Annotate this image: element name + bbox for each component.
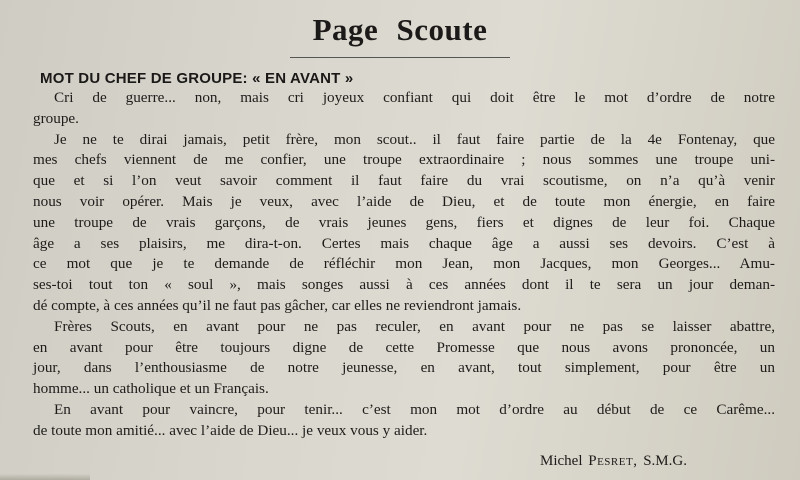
text-line: dé compte, à ces années qu’il ne faut pas gâcher, car elles ne reviendront jamais.: [33, 296, 522, 314]
text-line: de toute mon amitié... avec l’aide de Dieu... je veux vous y aider.: [33, 421, 428, 439]
title-underline: [290, 57, 510, 58]
text-line: ses-toi tout ton « soul », mais songes aussi à ces années dont il te sera un jour deman-: [33, 276, 775, 294]
article-heading: MOT DU CHEF DE GROUPE: « EN AVANT »: [40, 70, 354, 87]
text-line: que et si l’on veut savoir comment il faut faire du vrai scoutisme, on n’a qu’à venir: [33, 172, 775, 190]
text-line: Frères Scouts, en avant pour ne pas reculer, en avant pour ne pas se laisser abattre,: [54, 317, 775, 335]
text-line: En avant pour vaincre, pour tenir... c’est mon mot d’ordre au début de ce Carême...: [54, 400, 775, 418]
signature-suffix: S.M.G.: [643, 453, 687, 469]
text-line: jour, dans l’enthousiasme de notre jeunesse, en avant, tout simplement, pour être un: [33, 359, 775, 377]
article-body: [33, 88, 775, 442]
text-line: homme... un catholique et un Français.: [33, 380, 269, 398]
signature: [540, 453, 687, 470]
text-line: âge a ses plaisirs, me dira-t-on. Certes mais chaque âge a aussi ses devoirs. C’est à: [33, 234, 775, 252]
signature-first-name: Michel: [540, 453, 583, 469]
text-line: en avant pour être toujours digne de cette Promesse que nous avons prononcée, un: [33, 338, 775, 356]
signature-last-name: Pesret,: [588, 453, 638, 469]
page-title: Page Scoute: [312, 12, 488, 47]
text-line: une troupe de vrais garçons, de vrais jeunes gens, fiers et dignes de leur foi. Chaque: [33, 213, 775, 231]
text-line: nous voir opérer. Mais je veux, avec l’aide de Dieu, et de toute mon énergie, en faire: [33, 192, 775, 210]
cropped-text-fragment: [0, 474, 90, 480]
text-line: ce mot que je te demande de réfléchir mon Jean, mon Jacques, mon Georges... Amu-: [33, 255, 775, 273]
text-line: groupe.: [33, 109, 79, 127]
text-line: Je ne te dirai jamais, petit frère, mon scout.. il faut faire partie de la 4e Fontenay, que: [54, 130, 775, 148]
text-line: Cri de guerre... non, mais cri joyeux confiant qui doit être le mot d’ordre de notre: [54, 89, 775, 106]
text-line: mes chefs viennent de me confier, une troupe extraordinaire ; nous sommes une troupe uni-: [33, 151, 775, 169]
